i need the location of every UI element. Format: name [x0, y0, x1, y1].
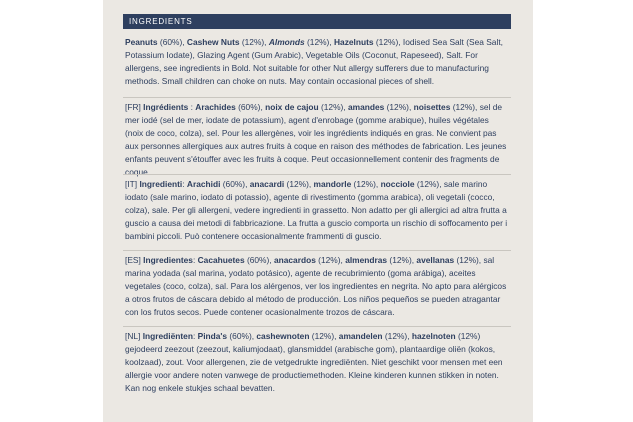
- ingredients-heading-nl: Ingrediënten: [142, 331, 193, 341]
- ingredients-heading-it: Ingredienti: [139, 179, 183, 189]
- ingredients-block-es: [ES] Ingredientes: Cacahuetes (60%), anacardos (12%), almendras (12%), avellanas (12%), sal marina yodada (sal marina, yodato potásico), agente de recubrimiento (goma arábiga), aceites vegetales (coco, colza), sal. Para los alérgenos, ver los ingredientes en negrita. No apto para alérgicos a otros frutos de cáscara debido al método de producción. Los niños pequeños se pueden atragantar con los frutos secos. Puede contener ocasionalmente trozos de cáscara.: [123, 250, 511, 319]
- ingredients-heading-es: Ingredientes: [143, 255, 193, 265]
- ingredients-panel: [103, 0, 533, 422]
- allergen-cashew: Cashew Nuts: [186, 37, 240, 47]
- allergen-peanuts: Peanuts: [125, 37, 158, 47]
- ingredients-heading-fr: Ingrédients: [143, 102, 189, 112]
- ingredients-block-fr: [FR] Ingrédients : Arachides (60%), noix de cajou (12%), amandes (12%), noisettes (12%), sel de mer iodé (sel de mer, iodate de potassium), agent d'enrobage (gomme arabique), huiles végétales (noix de coco, colza), sel. Pour les allergènes, voir les ingrédients indiqués en gras. Ne convient pas aux personnes allergiques aux autres fruits à coque en raison des méthodes de fabrication. Les jeunes enfants peuvent s'étouffer avec les fruits à coque. Peut occasionnellement contenir des fragments de coque.: [123, 97, 511, 178]
- ingredients-block-it: [IT] Ingredienti: Arachidi (60%), anacardi (12%), mandorle (12%), nocciole (12%), sale marino iodato (sale marino, iodato di potassio), agente di rivestimento (gomma arabica), oli vegetali (cocco, colza), sale. Per gli allergeni, vedere ingredienti in grassetto. Non adatto per gli allergici ad altra frutta a guscio a causa dei metodi di fabbricazione. La frutta a guscio comporta un rischio di soffocamento per i bambini piccoli. Può contenere occasionalmente frammenti di guscio.: [123, 174, 511, 243]
- allergen-almonds: Almonds: [268, 37, 305, 47]
- ingredients-block-en: Peanuts (60%), Cashew Nuts (12%), Almonds (12%), Hazelnuts (12%), Iodised Sea Salt (Sea Salt, Potassium Iodate), Glazing Agent (Gum Arabic), Vegetable Oils (Coconut, Rapeseed), Salt. For allergens, see ingredients in Bold. Not suitable for other Nut allergy sufferers due to manufacturing methods. Small children can choke on nuts. May contain occasional pieces of shell.: [125, 37, 503, 86]
- ingredients-block-nl: [NL] Ingrediënten: Pinda's (60%), cashewnoten (12%), amandelen (12%), hazelnoten (12%) gejodeerd zeezout (zeezout, kaliumjodaat), glansmiddel (arabische gom), plantaardige oliën (kokos, koolzaad), zout. Voor allergenen, zie de vetgedrukte ingrediënten. Niet geschikt voor mensen met een allergie voor andere noten vanwege de productiemethoden. Kleine kinderen kunnen stikken in noten. Kan nog enkele stukjes schaal bevatten.: [123, 326, 511, 395]
- ingredients-header: INGREDIENTS: [123, 14, 511, 29]
- allergen-hazelnuts: Hazelnuts: [334, 37, 374, 47]
